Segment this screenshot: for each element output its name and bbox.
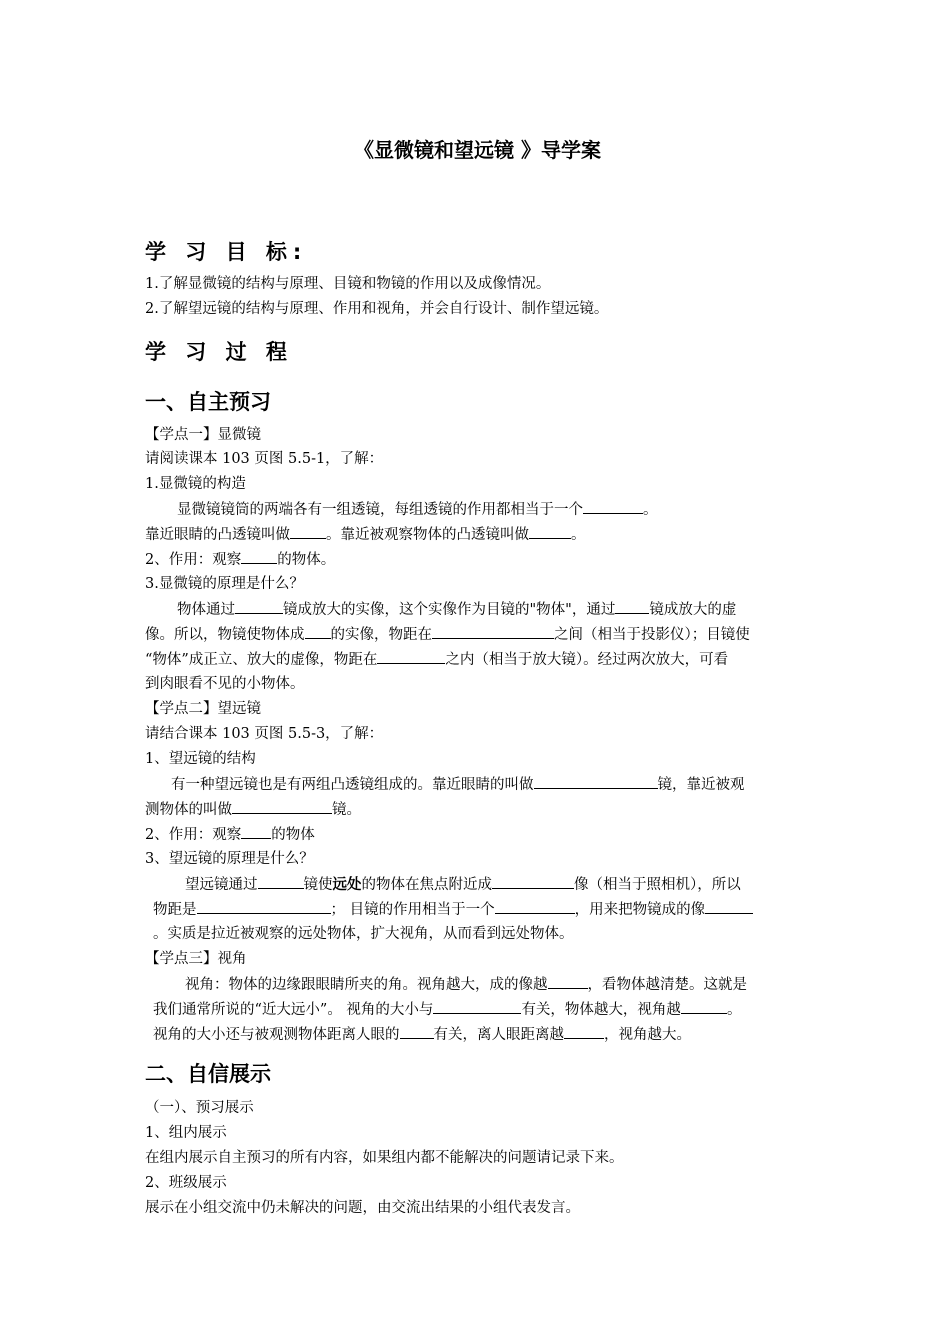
text-line: 视角：物体的边缘跟眼睛所夹的角。视角越大，成的像越 ，看物体越清楚。这就是 bbox=[185, 972, 747, 997]
text-line: 到肉眼看不见的小物体。 bbox=[145, 676, 305, 692]
text-line: “物体”成正立、放大的虚像，物距在 之内（相当于放大镜）。经过两次放大，可看 bbox=[145, 647, 728, 672]
fill-blank[interactable] bbox=[377, 647, 445, 664]
fill-blank[interactable] bbox=[705, 897, 753, 914]
fill-blank[interactable] bbox=[235, 597, 283, 614]
fill-blank[interactable] bbox=[548, 972, 588, 989]
fill-blank[interactable] bbox=[433, 997, 521, 1014]
text-line: 测物体的叫做 镜。 bbox=[145, 797, 361, 822]
fill-blank[interactable] bbox=[241, 547, 277, 564]
fill-blank[interactable] bbox=[197, 897, 331, 914]
fill-blank[interactable] bbox=[232, 797, 332, 814]
fill-blank[interactable] bbox=[400, 1022, 434, 1039]
text-line: 2、作用：观察 的物体。 bbox=[145, 547, 335, 572]
list-item: 2、班级展示 bbox=[145, 1175, 227, 1191]
text-line: 视角的大小还与被观测物体距离人眼的 有关，离人眼距离越 ，视角越大。 bbox=[153, 1022, 691, 1047]
section-heading-showcase: 二、自信展示 bbox=[145, 1062, 271, 1086]
text-line: 展示在小组交流中仍未解决的问题，由交流出结果的小组代表发言。 bbox=[145, 1200, 580, 1216]
process-heading: 学 习 过 程 bbox=[145, 340, 293, 364]
fill-blank[interactable] bbox=[492, 872, 574, 889]
point-label: 【学点二】望远镜 bbox=[145, 701, 261, 717]
fill-blank[interactable] bbox=[529, 522, 571, 539]
point-intro: 请结合课本 103 页图 5.5-3，了解： bbox=[145, 726, 384, 742]
fill-blank[interactable] bbox=[258, 872, 304, 889]
section-heading-preview: 一、自主预习 bbox=[145, 390, 271, 414]
point-label: 【学点一】显微镜 bbox=[145, 427, 261, 443]
objective-item: 2.了解望远镜的结构与原理、作用和视角，并会自行设计、制作望远镜。 bbox=[145, 301, 609, 317]
fill-blank[interactable] bbox=[432, 622, 554, 639]
fill-blank[interactable] bbox=[583, 497, 643, 514]
text-line: 。实质是拉近被观察的远处物体，扩大视角，从而看到远处物体。 bbox=[153, 926, 574, 942]
point-label: 【学点三】视角 bbox=[145, 951, 247, 967]
fill-blank[interactable] bbox=[241, 822, 271, 839]
question: 3、望远镜的原理是什么？ bbox=[145, 851, 314, 867]
objectives-heading: 学 习 目 标: bbox=[145, 240, 308, 264]
text-line: 有一种望远镜也是有两组凸透镜组成的。靠近眼睛的叫做 镜，靠近被观 bbox=[171, 772, 745, 797]
fill-blank[interactable] bbox=[290, 522, 326, 539]
fill-blank[interactable] bbox=[534, 772, 658, 789]
text-line: 显微镜镜筒的两端各有一组透镜，每组透镜的作用都相当于一个 。 bbox=[177, 497, 658, 522]
text-line: 望远镜通过 镜使远处的物体在焦点附近成 像（相当于照相机），所以 bbox=[185, 872, 741, 897]
fill-blank[interactable] bbox=[495, 897, 575, 914]
fill-blank[interactable] bbox=[615, 597, 649, 614]
sub-heading: （一）、预习展示 bbox=[145, 1100, 254, 1116]
text-line: 靠近眼睛的凸透镜叫做 。靠近被观察物体的凸透镜叫做 。 bbox=[145, 522, 586, 547]
list-item: 1、组内展示 bbox=[145, 1125, 227, 1141]
objective-item: 1.了解显微镜的结构与原理、目镜和物镜的作用以及成像情况。 bbox=[145, 276, 551, 292]
page-title: 《显微镜和望远镜 》导学案 bbox=[354, 138, 601, 162]
fill-blank[interactable] bbox=[305, 622, 331, 639]
text-line: 物距是 ； 目镜的作用相当于一个 ，用来把物镜成的像 bbox=[153, 897, 753, 922]
text-line: 2、作用：观察 的物体 bbox=[145, 822, 315, 847]
question: 3.显微镜的原理是什么？ bbox=[145, 576, 304, 592]
text-line: 物体通过 镜成放大的实像，这个实像作为目镜的"物体"，通过 镜成放大的虚 bbox=[177, 597, 736, 622]
text-line: 在组内展示自主预习的所有内容，如果组内都不能解决的问题请记录下来。 bbox=[145, 1150, 624, 1166]
text-line: 我们通常所说的“近大远小”。 视角的大小与 有关，物体越大，视角越 。 bbox=[153, 997, 741, 1022]
fill-blank[interactable] bbox=[681, 997, 727, 1014]
question: 1.显微镜的构造 bbox=[145, 476, 246, 492]
text-line: 像。所以，物镜使物体成 的实像，物距在 之间（相当于投影仪）；目镜使 bbox=[145, 622, 750, 647]
point-intro: 请阅读课本 103 页图 5.5-1，了解： bbox=[145, 451, 384, 467]
question: 1、望远镜的结构 bbox=[145, 751, 256, 767]
fill-blank[interactable] bbox=[564, 1022, 604, 1039]
